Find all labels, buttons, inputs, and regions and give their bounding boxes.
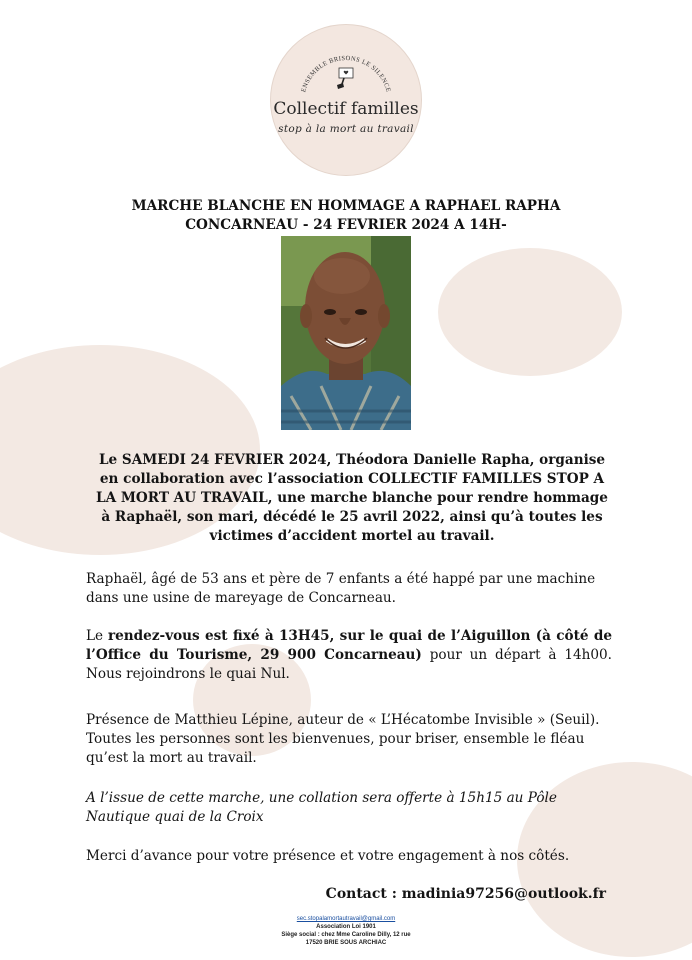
decor-circle-right-top xyxy=(438,248,622,376)
intro-association: COLLECTIF FAMILLES STOP A LA MORT AU TRAVAIL xyxy=(96,471,605,506)
intro-date: Le SAMEDI 24 FEVRIER 2024 xyxy=(98,452,327,468)
logo-name: Collectif familles xyxy=(273,99,419,119)
footer-email-link[interactable]: sec.stopalamortautravail@gmail.com xyxy=(296,916,396,922)
intro-text-2: , une marche blanche pour rendre hommage à Raphaël, son mari, décédé le 25 avril 2022, ainsi qu’à toutes les victimes d’accident mortel au travail. xyxy=(101,490,608,544)
intro-text-1: , Théodora Danielle Rapha, organise en collaboration avec l’association xyxy=(99,452,606,487)
logo-tagline: stop à la mort au travail xyxy=(278,123,414,135)
collation-paragraph: A l’issue de cette marche, une collation sera offerte à 15h15 au Pôle Nautique quai de la Croix xyxy=(86,790,557,825)
footer-address-2: 17520 BRIE SOUS ARCHIAC xyxy=(305,940,387,946)
meeting-text-2: pour un départ à 14h00. Nous rejoindrons le quai Nul. xyxy=(86,647,612,682)
thanks-paragraph: Merci d’avance pour votre présence et votre engagement à nos côtés. xyxy=(86,848,570,864)
hand-holding-sign-icon xyxy=(337,68,353,89)
portrait-photo xyxy=(281,236,411,430)
bio-paragraph: Raphaël, âgé de 53 ans et père de 7 enfants a été happé par une machine dans une usine de mareyage de Concarneau. xyxy=(86,571,596,606)
contact-label: Contact : xyxy=(325,886,397,902)
meeting-text-1: Le xyxy=(86,628,108,644)
footer-address-1: Siège social : chez Mme Caroline Dilly, 12 rue xyxy=(281,932,411,938)
contact-email[interactable]: madinia97256@outlook.fr xyxy=(401,886,606,902)
collectif-logo xyxy=(270,24,422,176)
meeting-location: rendez-vous est fixé à 13H45, sur le quai de l’Aiguillon (à côté de l’Office du Tourisme, 29 900 Concarneau) xyxy=(86,628,612,663)
footer xyxy=(0,915,692,947)
intro-paragraph xyxy=(92,451,612,546)
contact-line xyxy=(326,886,606,902)
presence-paragraph: Présence de Matthieu Lépine, auteur de « L’Hécatombe Invisible » (Seuil). Toutes les personnes sont les bienvenues, pour briser, ensemble le fléau qu’est la mort au travail. xyxy=(86,712,600,766)
event-title: MARCHE BLANCHE EN HOMMAGE A RAPHAEL RAPHA xyxy=(131,198,561,214)
footer-association: Association Loi 1901 xyxy=(316,924,376,930)
logo-arc-text: ENSEMBLE BRISONS LE SILENCE xyxy=(300,55,392,94)
event-subtitle: CONCARNEAU - 24 FEVRIER 2024 A 14H- xyxy=(185,217,507,233)
meeting-paragraph xyxy=(86,627,612,684)
portrait-image xyxy=(281,236,411,430)
